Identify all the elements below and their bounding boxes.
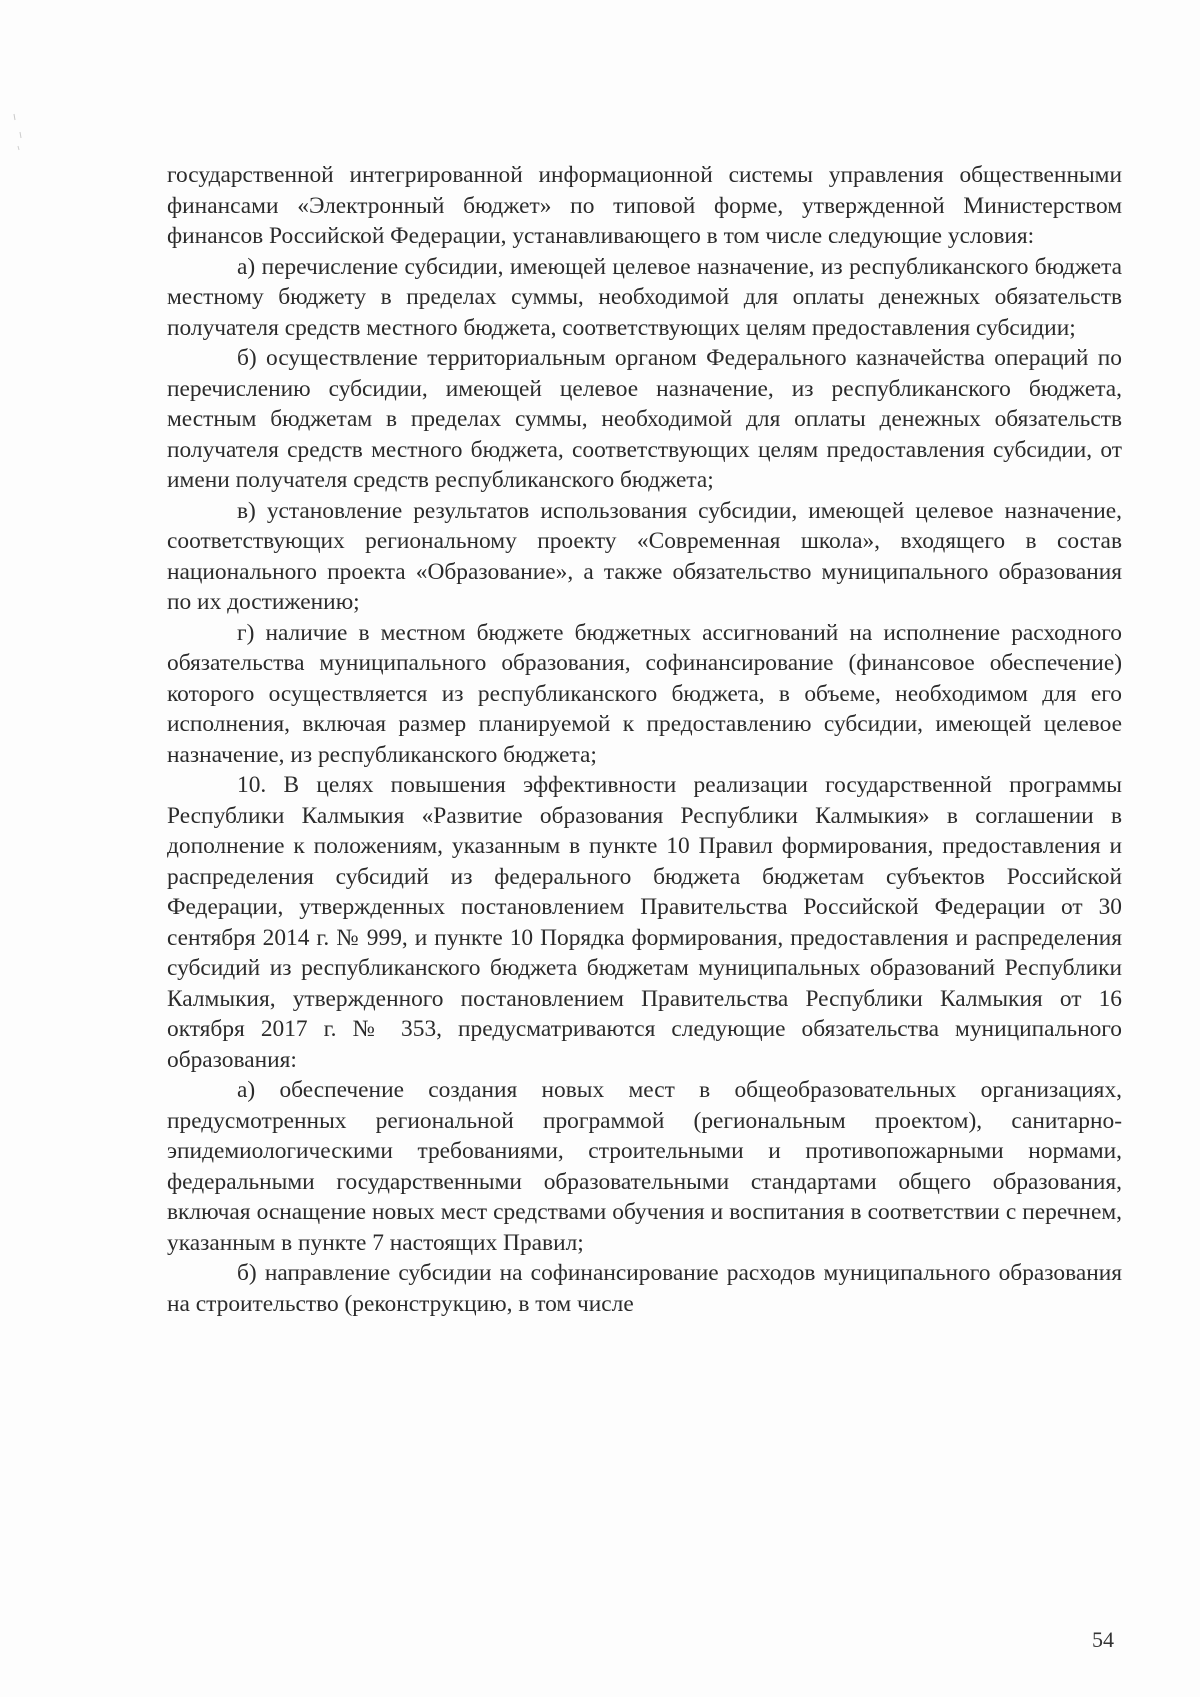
paragraph-item-b: б) осуществление территориальным органом Федерального казначейства операций по перечислению субсидии, имеющей целевое назначение, из республиканского бюджета, местным бюджетам в пределах суммы, необходимой для оплаты денежных обязательств получателя средств местного бюджета, соответствующих целям предоставления субсидии, от имени получателя средств республиканского бюджета; [167, 345, 1122, 493]
paragraph-obligation-b: б) направление субсидии на софинансирование расходов муниципального образования на строительство (реконструкцию, в том числе [167, 1260, 1122, 1317]
paragraph-intro: государственной интегрированной информационной системы управления общественными финансами «Электронный бюджет» по типовой форме, утвержденной Министерством финансов Российской Федерации, устанавливающего в том числе следующие условия: [167, 162, 1122, 249]
paragraph-item-a: а) перечисление субсидии, имеющей целевое назначение, из республиканского бюджета местному бюджету в пределах суммы, необходимой для оплаты денежных обязательств получателя средств местного бюджета, соответствующих целям предоставления субсидии; [167, 253, 1122, 341]
paragraph-item-v: в) установление результатов использования субсидии, имеющей целевое назначение, соответствующих региональному проекту «Современная школа», входящего в состав национального проекта «Образование», а также обязательство муниципального образования по их достижению; [167, 497, 1122, 615]
paragraph-clause-10: 10. В целях повышения эффективности реализации государственной программы Республики Калмыкия «Развитие образования Республики Калмыкия» в соглашении в дополнение к положениям, указанным в пункте 10 Правил формирования, предоставления и распределения субсидий из федерального бюджета бюджетам субъектов Российской Федерации, утвержденных постановлением Правительства Российской Федерации от 30 сентября 2014 г. № 999, и пункте 10 Порядка формирования, предоставления и распределения субсидий из республиканского бюджета бюджетам муниципальных образований Республики Калмыкия, утвержденного постановлением Правительства Республики Калмыкия от 16 октября 2017 г. № 353, предусматриваются следующие обязательства муниципального образования: [167, 772, 1122, 1073]
paragraph-obligation-a: а) обеспечение создания новых мест в общеобразовательных организациях, предусмотренных региональной программой (региональным проектом), санитарно-эпидемиологическими требованиями, строительными и противопожарными нормами, федеральными государственными образовательными стандартами общего образования, включая оснащение новых мест средствами обучения и воспитания в соответствии с перечнем, указанным в пункте 7 настоящих Правил; [167, 1077, 1122, 1256]
document-body [167, 160, 1122, 1319]
page-number: 54 [1092, 1627, 1114, 1652]
scan-margin-marks [8, 110, 38, 170]
paragraph-item-g: г) наличие в местном бюджете бюджетных ассигнований на исполнение расходного обязательства муниципального образования, софинансирование (финансовое обеспечение) которого осуществляется из республиканского бюджета, в объеме, необходимом для его исполнения, включая размер планируемой к предоставлению субсидии, имеющей целевое назначение, из республиканского бюджета; [167, 619, 1122, 768]
